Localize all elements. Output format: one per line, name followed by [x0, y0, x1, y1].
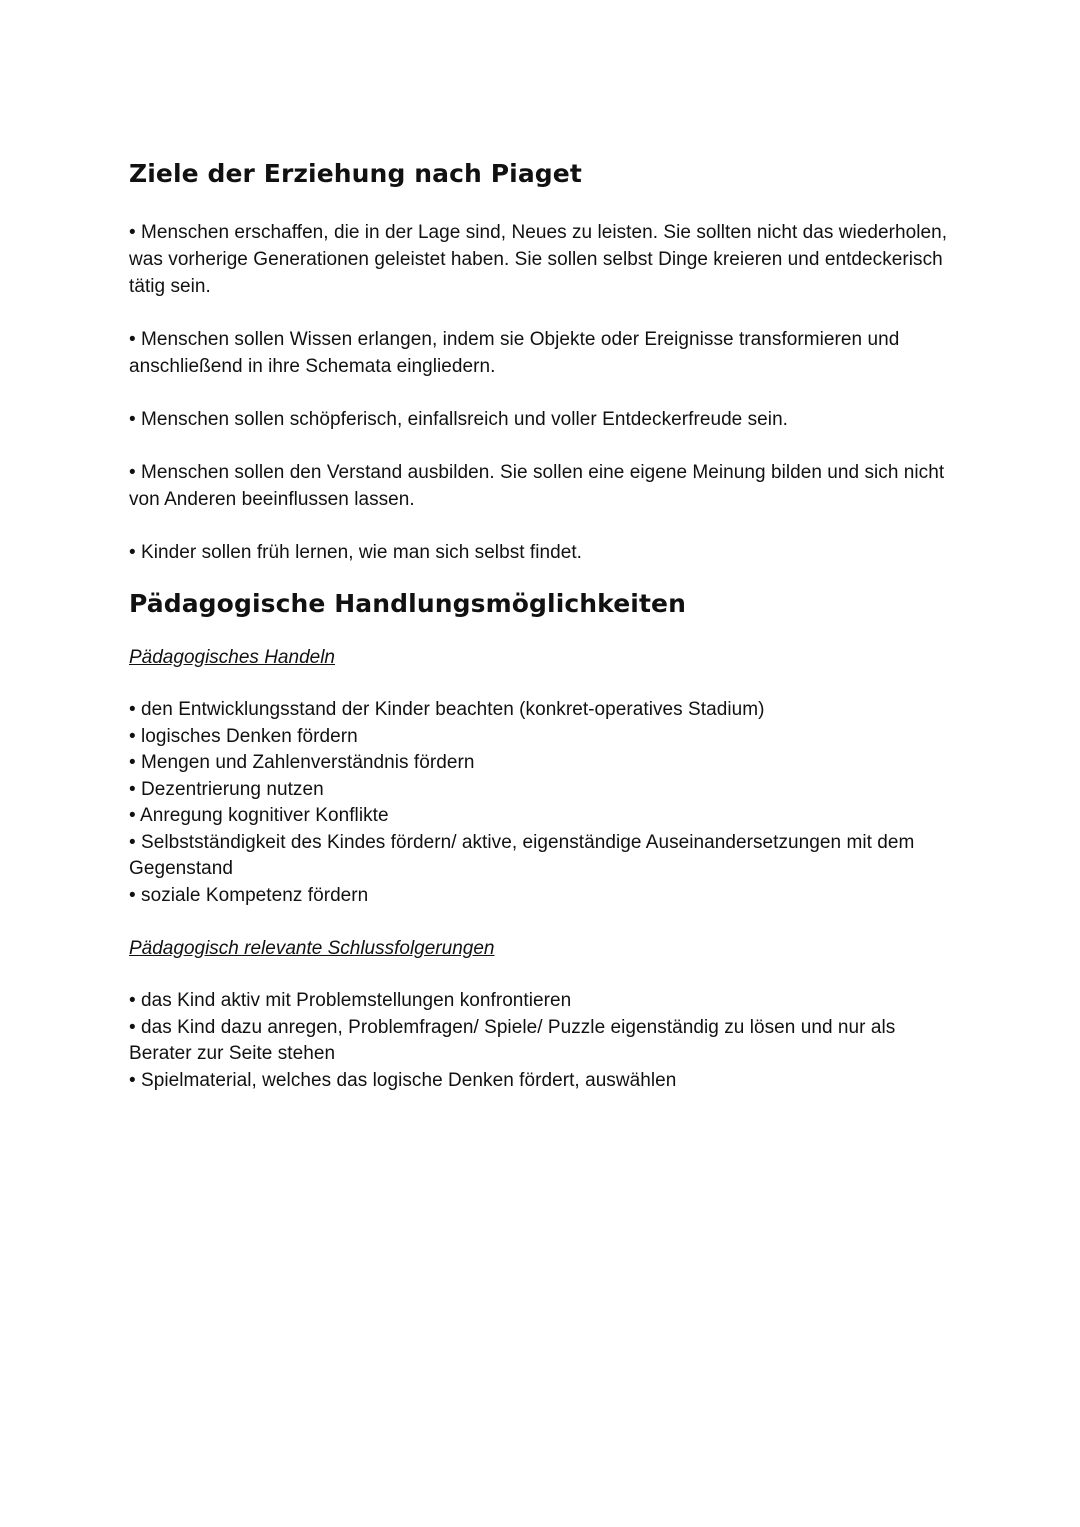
subheading-paedagogisches-handeln: Pädagogisches Handeln	[129, 647, 335, 668]
list-paedagogisches-handeln	[129, 697, 959, 909]
list-item: • soziale Kompetenz fördern	[129, 884, 369, 906]
list-item: • den Entwicklungsstand der Kinder beachten (konkret-operatives Stadium)	[129, 699, 765, 720]
document-content	[129, 157, 959, 1094]
list-item: • Anregung kognitiver Konflikte	[129, 805, 389, 826]
goal-paragraph: • Menschen sollen schöpferisch, einfallsreich und voller Entdeckerfreude sein.	[129, 409, 789, 430]
list-item: • Spielmaterial, welches das logische Denken fördert, auswählen	[129, 1069, 677, 1091]
list-item: • Dezentrierung nutzen	[129, 778, 324, 800]
list-item: • Mengen und Zahlenverständnis fördern	[129, 752, 475, 773]
list-item: • Selbstständigkeit des Kindes fördern/ aktive, eigenständige Auseinandersetzungen mit dem Gegenstand	[129, 831, 915, 879]
list-item: • das Kind aktiv mit Problemstellungen konfrontieren	[129, 990, 572, 1011]
list-item: • logisches Denken fördern	[129, 725, 358, 747]
section-title-actions: Pädagogische Handlungsmöglichkeiten	[129, 589, 686, 618]
subheading-schlussfolgerungen: Pädagogisch relevante Schlussfolgerungen	[129, 938, 495, 959]
list-schlussfolgerungen	[129, 988, 959, 1094]
goal-paragraph: • Menschen sollen den Verstand ausbilden. Sie sollen eine eigene Meinung bilden und sich nicht von Anderen beeinflussen lassen.	[129, 462, 945, 510]
list-item: • das Kind dazu anregen, Problemfragen/ Spiele/ Puzzle eigenständig zu lösen und nur als Berater zur Seite stehen	[129, 1016, 896, 1064]
section-title-goals: Ziele der Erziehung nach Piaget	[129, 159, 582, 188]
goal-paragraph: • Kinder sollen früh lernen, wie man sich selbst findet.	[129, 542, 583, 563]
goal-paragraph: • Menschen sollen Wissen erlangen, indem sie Objekte oder Ereignisse transformieren und anschließend in ihre Schemata eingliedern.	[129, 329, 900, 377]
goal-paragraph: • Menschen erschaffen, die in der Lage sind, Neues zu leisten. Sie sollten nicht das wiederholen, was vorherige Generationen geleistet haben. Sie sollen selbst Dinge kreieren und entdeckerisch tätig sein.	[129, 222, 948, 297]
